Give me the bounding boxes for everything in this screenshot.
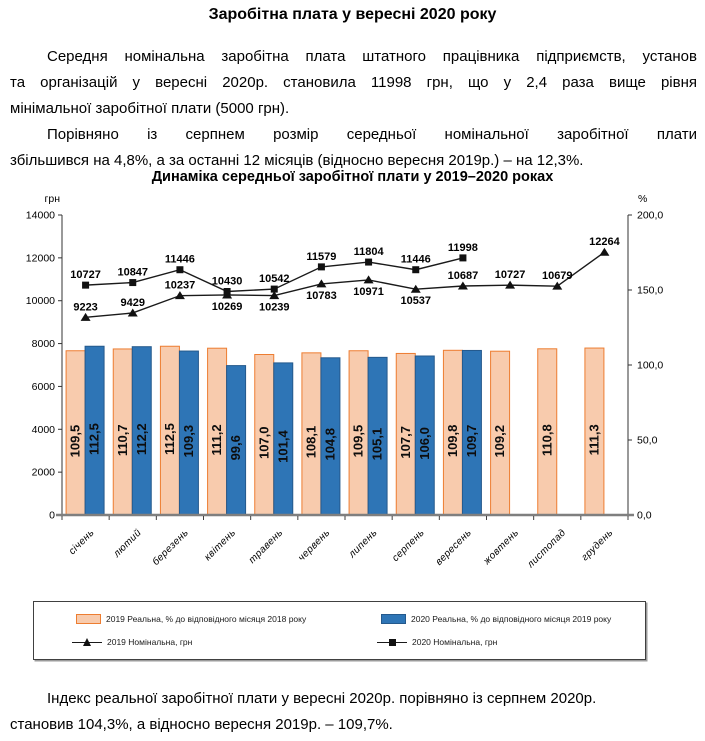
line-2019-nominal [86,252,605,317]
x-category-label: грудень [579,527,616,564]
x-category-label: червень [296,527,333,564]
bar-value-label: 109,7 [463,424,479,458]
right-axis-title: % [638,193,648,205]
legend-marker-triangle-icon [72,638,102,647]
line-value-label: 10727 [494,269,526,282]
line-value-label: 10430 [211,275,243,288]
paragraph-line: Середня номінальна заробітна плата штатного працівника підприємств, установ [47,48,697,65]
x-category-label: листопад [525,527,569,568]
bar-value-label: 104,8 [322,427,338,461]
legend-marker-square-icon [377,638,407,647]
left-axis-tick-label: 12000 [25,252,55,265]
x-category-label: вересень [433,527,475,568]
bar-value-label: 111,3 [586,424,602,456]
paragraph-line: збільшився на 4,8%, а за останні 12 місяців (відносно вересня 2019р.) – на 12,3%. [10,152,584,169]
x-category-label: лютий [111,527,144,560]
right-axis-tick-label: 0,0 [637,509,652,522]
bar-value-label: 110,8 [539,424,555,457]
legend-item-2020-real [381,612,611,626]
line-value-label: 10847 [117,266,149,279]
marker-triangle [364,275,374,283]
marker-square [129,279,136,286]
left-axis-tick-label: 2000 [31,466,55,479]
left-axis-tick-label: 0 [49,509,55,522]
x-category-label: квітень [202,527,239,564]
marker-triangle [128,308,138,316]
marker-square [176,266,183,273]
legend-item-2019-nominal [72,635,192,649]
line-value-label: 10269 [211,300,243,313]
document-title: Заробітна плата у вересні 2020 року [208,6,497,23]
bar-value-label: 105,1 [369,427,385,461]
x-category-label: липень [346,527,380,561]
right-axis-tick-label: 50,0 [637,434,658,447]
legend-item-2020-nominal [377,635,497,649]
marker-square [459,254,466,261]
bar-value-label: 110,7 [114,424,130,457]
chart-svg [0,188,705,568]
line-value-label: 11446 [400,253,431,266]
line-value-label: 9429 [120,296,145,309]
paragraph-line: Порівняно із серпнем розмір середньої номінальної заробітної плати [47,126,697,143]
paragraph-line: та організацій у вересні 2020р. становила 11998 грн, що у 2,4 раза вище рівня [10,74,697,91]
bar-value-label: 107,0 [256,426,272,460]
bar-value-label: 101,4 [275,430,291,463]
x-category-label: березень [150,527,192,568]
right-axis-tick-label: 150,0 [637,284,664,297]
x-category-label: жовтень [481,527,522,567]
line-value-label: 9223 [73,301,98,314]
x-category-label: серпень [390,527,427,564]
paragraph-line: становив 104,3%, а відносно вересня 2019р. – 109,7%. [10,716,393,733]
right-axis-tick-label: 100,0 [637,359,664,372]
legend-label: 2020 Номінальна, грн [412,637,498,647]
wage-dynamics-chart [0,188,705,568]
legend-item-2019-real [76,612,306,626]
line-value-label: 11804 [353,246,384,259]
marker-triangle [599,248,609,256]
marker-square [224,288,231,295]
marker-square [82,282,89,289]
line-value-label: 11446 [164,253,195,266]
paragraph-3 [10,686,697,738]
bar-value-label: 112,5 [161,423,177,455]
bar-value-label: 109,3 [180,424,196,458]
line-value-label: 10239 [258,301,290,314]
x-category-label: січень [66,527,97,558]
line-value-label: 10783 [306,289,337,302]
marker-square [318,263,325,270]
bar-value-label: 108,1 [303,425,319,459]
marker-square [412,266,419,273]
bar-value-label: 112,2 [133,423,149,456]
legend-swatch-2019-real [76,614,101,624]
line-value-label: 11998 [447,241,478,254]
line-value-label: 11579 [306,250,337,263]
bar-value-label: 99,6 [228,435,244,461]
chart-legend [33,601,646,660]
left-axis-tick-label: 8000 [31,338,55,351]
left-axis-tick-label: 4000 [31,423,55,436]
paragraph-2 [10,122,697,174]
bar-value-label: 107,7 [397,426,413,459]
legend-label: 2020 Реальна, % до відповідного місяця 2019 року [411,614,612,624]
bar-value-label: 111,2 [209,424,225,456]
bar-value-label: 106,0 [416,427,432,460]
left-axis-tick-label: 6000 [31,380,55,393]
line-value-label: 10542 [258,273,290,286]
line-value-label: 10687 [447,269,479,282]
paragraph-line: Індекс реальної заробітної плати у вересні 2020р. порівняно із серпнем 2020р. [47,690,597,707]
line-value-label: 10727 [70,269,101,282]
line-value-label: 10537 [400,295,432,308]
marker-square [271,286,278,293]
marker-square [365,259,372,266]
line-value-label: 10237 [164,279,196,292]
legend-swatch-2020-real [381,614,406,624]
paragraph-1 [10,44,697,122]
chart-title: Динаміка середньої заробітної плати у 2019–2020 роках [151,169,554,185]
paragraph-line: мінімальної заробітної плати (5000 грн). [10,100,290,117]
left-axis-title: грн [44,193,60,205]
legend-label: 2019 Номінальна, грн [107,637,193,647]
bar-value-label: 109,8 [444,424,460,458]
right-axis-tick-label: 200,0 [637,209,664,222]
bar-value-label: 109,5 [67,424,83,458]
bar-value-label: 109,2 [492,425,508,458]
left-axis-tick-label: 10000 [25,295,55,308]
x-category-label: травень [246,527,286,566]
line-value-label: 10679 [541,270,573,283]
line-value-label: 10971 [353,285,384,298]
line-value-label: 12264 [589,236,620,249]
left-axis-tick-label: 14000 [25,209,55,222]
bar-value-label: 112,5 [86,423,102,455]
bar-value-label: 109,5 [350,424,366,458]
legend-label: 2019 Реальна, % до відповідного місяця 2018 року [106,614,307,624]
